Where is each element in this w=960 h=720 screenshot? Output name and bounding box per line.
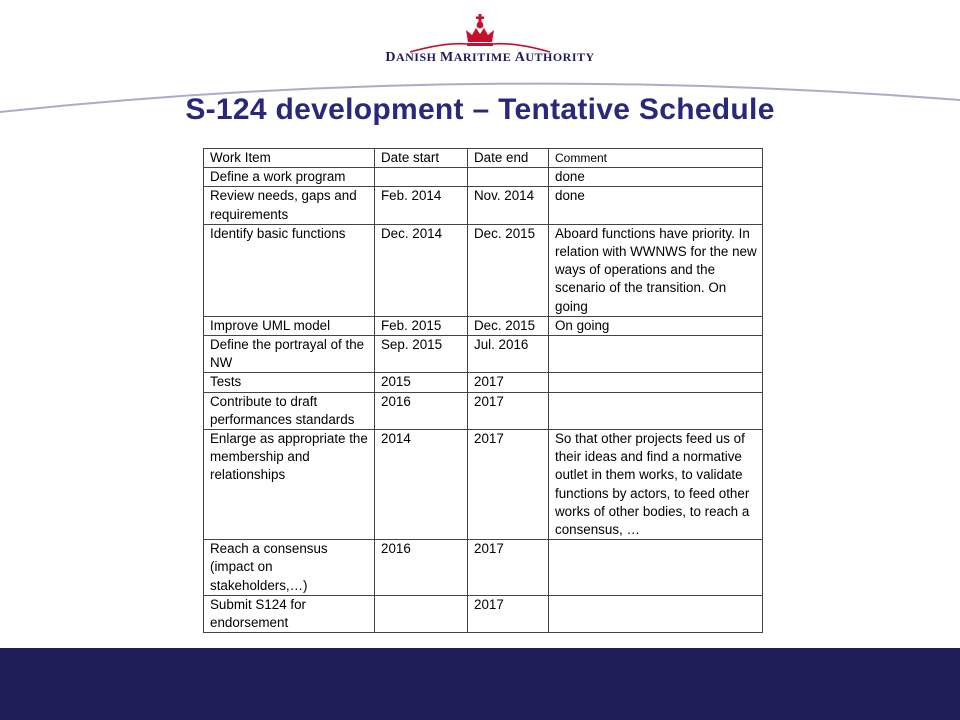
date-end-cell: 2017 [468,540,549,596]
comment-cell: So that other projects feed us of their ideas and find a normative outlet in them works, to validate functions by actors, to feed other works of other bodies, to reach a consensus, … [549,430,763,540]
schedule-table [203,148,763,633]
comment-cell: On going [549,316,763,335]
date-end-cell: Dec. 2015 [468,224,549,316]
work-item-cell: Contribute to draft performances standards [204,392,375,429]
date-start-cell [375,168,468,187]
footer-bar [0,648,960,720]
table-row [204,336,763,373]
comment-cell [549,540,763,596]
date-start-cell: Dec. 2014 [375,224,468,316]
work-item-cell: Improve UML model [204,316,375,335]
table-row [204,187,763,224]
header-cell: Work Item [204,149,375,168]
table-row [204,168,763,187]
comment-cell: Aboard functions have priority. In relation with WWNWS for the new ways of operations and the scenario of the transition. On going [549,224,763,316]
date-start-cell [375,595,468,632]
table-row [204,595,763,632]
comment-cell: done [549,168,763,187]
date-start-cell: 2016 [375,540,468,596]
comment-cell: done [549,187,763,224]
work-item-cell: Define a work program [204,168,375,187]
date-start-cell: Sep. 2015 [375,336,468,373]
date-start-cell: 2015 [375,373,468,392]
work-item-cell: Submit S124 for endorsement [204,595,375,632]
work-item-cell: Tests [204,373,375,392]
header-cell: Comment [549,149,763,168]
table-row [204,392,763,429]
date-end-cell: Jul. 2016 [468,336,549,373]
work-item-cell: Reach a consensus (impact on stakeholders,…) [204,540,375,596]
work-item-cell: Define the portrayal of the NW [204,336,375,373]
date-start-cell: 2014 [375,430,468,540]
table-row [204,540,763,596]
date-start-cell: 2016 [375,392,468,429]
org-name: DANISH MARITIME AUTHORITY [385,50,595,65]
comment-cell [549,595,763,632]
date-end-cell: Dec. 2015 [468,316,549,335]
date-start-cell: Feb. 2015 [375,316,468,335]
date-end-cell [468,168,549,187]
date-end-cell: 2017 [468,392,549,429]
comment-cell [549,336,763,373]
date-end-cell: 2017 [468,430,549,540]
table-row [204,316,763,335]
date-end-cell: 2017 [468,595,549,632]
date-start-cell: Feb. 2014 [375,187,468,224]
table-row [204,224,763,316]
comment-cell [549,392,763,429]
header-cell: Date start [375,149,468,168]
table-header-row [204,149,763,168]
work-item-cell: Identify basic functions [204,224,375,316]
header-cell: Date end [468,149,549,168]
schedule-table-container [203,148,763,633]
date-end-cell: 2017 [468,373,549,392]
date-end-cell: Nov. 2014 [468,187,549,224]
page-title: S-124 development – Tentative Schedule [185,93,775,126]
comment-cell [549,373,763,392]
table-row [204,430,763,540]
work-item-cell: Enlarge as appropriate the membership and relationships [204,430,375,540]
work-item-cell: Review needs, gaps and requirements [204,187,375,224]
table-row [204,373,763,392]
